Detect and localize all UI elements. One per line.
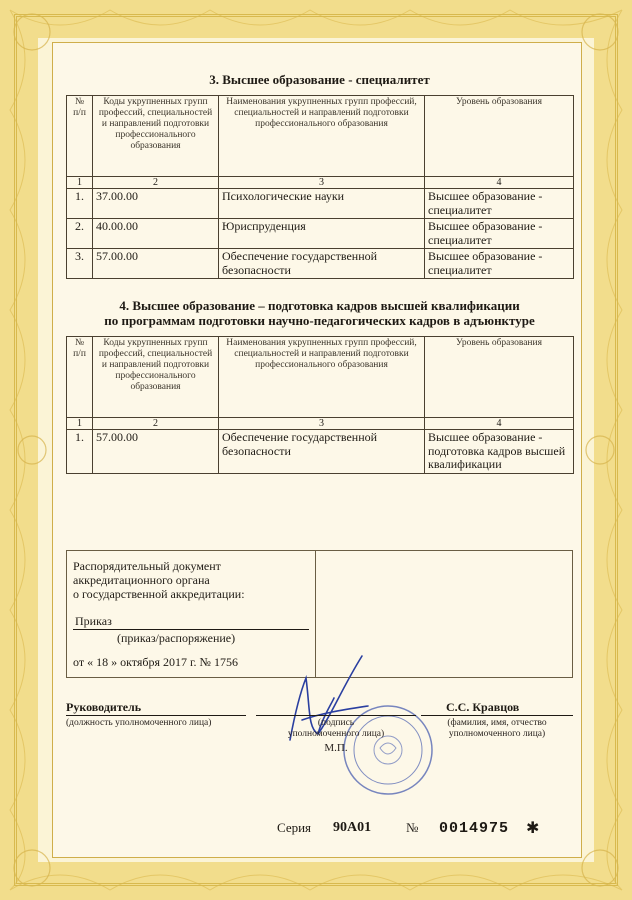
admin-doc-line-2: аккредитационного органа xyxy=(73,573,210,587)
index-cell: 1 xyxy=(67,177,93,189)
row-code: 57.00.00 xyxy=(93,249,219,279)
signature-underline xyxy=(256,715,416,716)
table-row xyxy=(67,219,574,249)
header-codes: Коды укрупненных групп профессий, специальностей и направлений подготовки профессионального образования xyxy=(93,337,219,418)
name-caption-1: (фамилия, имя, отчество xyxy=(447,718,547,728)
index-cell: 2 xyxy=(93,418,219,430)
header-level: Уровень образования xyxy=(425,337,574,418)
admin-doc-line-3: о государственной аккредитации: xyxy=(73,587,245,601)
section-4-title-line-2: по программам подготовки научно-педагогических кадров в адъюнктуре xyxy=(104,313,535,328)
row-level: Высшее образование - специалитет xyxy=(425,219,574,249)
header-level: Уровень образования xyxy=(425,96,574,177)
row-level: Высшее образование - специалитет xyxy=(425,189,574,219)
section-4-table xyxy=(66,336,574,474)
header-names: Наименования укрупненных групп профессий, специальностей и направлений подготовки профессионального образования xyxy=(219,96,425,177)
row-number: 2. xyxy=(67,219,93,249)
row-name: Юриспруденция xyxy=(219,219,425,249)
series-label: Серия xyxy=(277,820,312,835)
index-cell: 4 xyxy=(425,177,574,189)
order-type-caption: (приказ/распоряжение) xyxy=(117,631,236,645)
row-code: 57.00.00 xyxy=(93,430,219,474)
signer-position: Руководитель xyxy=(66,700,142,714)
row-level: Высшее образование - специалитет xyxy=(425,249,574,279)
index-cell: 3 xyxy=(219,418,425,430)
number-label: № xyxy=(406,820,419,835)
table-index-row xyxy=(67,177,574,189)
order-date-line: от « 18 » октября 2017 г. № 1756 xyxy=(73,655,239,669)
main-content xyxy=(66,72,573,474)
row-number: 1. xyxy=(67,189,93,219)
header-num: № п/п xyxy=(67,96,93,177)
row-code: 37.00.00 xyxy=(93,189,219,219)
row-name: Психологические науки xyxy=(219,189,425,219)
table-header-row xyxy=(67,337,574,418)
table-index-row xyxy=(67,418,574,430)
table-row xyxy=(67,189,574,219)
signer-name: С.С. Кравцов xyxy=(446,700,520,714)
table-row xyxy=(67,430,574,474)
index-cell: 4 xyxy=(425,418,574,430)
name-caption-2: уполномоченного лица) xyxy=(448,729,546,739)
table-row xyxy=(67,249,574,279)
seal-caption: М.П. xyxy=(324,742,348,754)
signature-caption-1: (подпись xyxy=(317,718,355,728)
row-number: 1. xyxy=(67,430,93,474)
order-type-field xyxy=(73,613,309,630)
section-3-table xyxy=(66,95,574,279)
index-cell: 1 xyxy=(67,418,93,430)
signature-caption-2: уполномоченного лица) xyxy=(287,729,385,739)
position-caption: (должность уполномоченного лица) xyxy=(66,718,212,728)
index-cell: 3 xyxy=(219,177,425,189)
position-underline xyxy=(66,715,246,716)
serial-number: 0014975 xyxy=(439,820,510,837)
admin-doc-line-1: Распорядительный документ xyxy=(73,559,221,573)
row-code: 40.00.00 xyxy=(93,219,219,249)
header-num: № п/п xyxy=(67,337,93,418)
table-header-row xyxy=(67,96,574,177)
index-cell: 2 xyxy=(93,177,219,189)
row-name: Обеспечение государственной безопасности xyxy=(219,249,425,279)
series-value: 90А01 xyxy=(333,820,372,835)
section-4 xyxy=(66,298,573,474)
row-number: 3. xyxy=(67,249,93,279)
row-name: Обеспечение государственной безопасности xyxy=(219,430,425,474)
section-3-title: 3. Высшее образование - специалитет xyxy=(209,72,430,87)
row-level: Высшее образование - подготовка кадров высшей квалификации xyxy=(425,430,574,474)
header-codes: Коды укрупненных групп профессий, специальностей и направлений подготовки профессионального образования xyxy=(93,96,219,177)
name-underline xyxy=(421,715,573,716)
star-mark: ✱ xyxy=(526,820,540,837)
order-type-value: Приказ xyxy=(75,614,112,628)
header-names: Наименования укрупненных групп профессий, специальностей и направлений подготовки профессионального образования xyxy=(219,337,425,418)
section-4-title-line-1: 4. Высшее образование – подготовка кадров высшей квалификации xyxy=(119,298,520,313)
